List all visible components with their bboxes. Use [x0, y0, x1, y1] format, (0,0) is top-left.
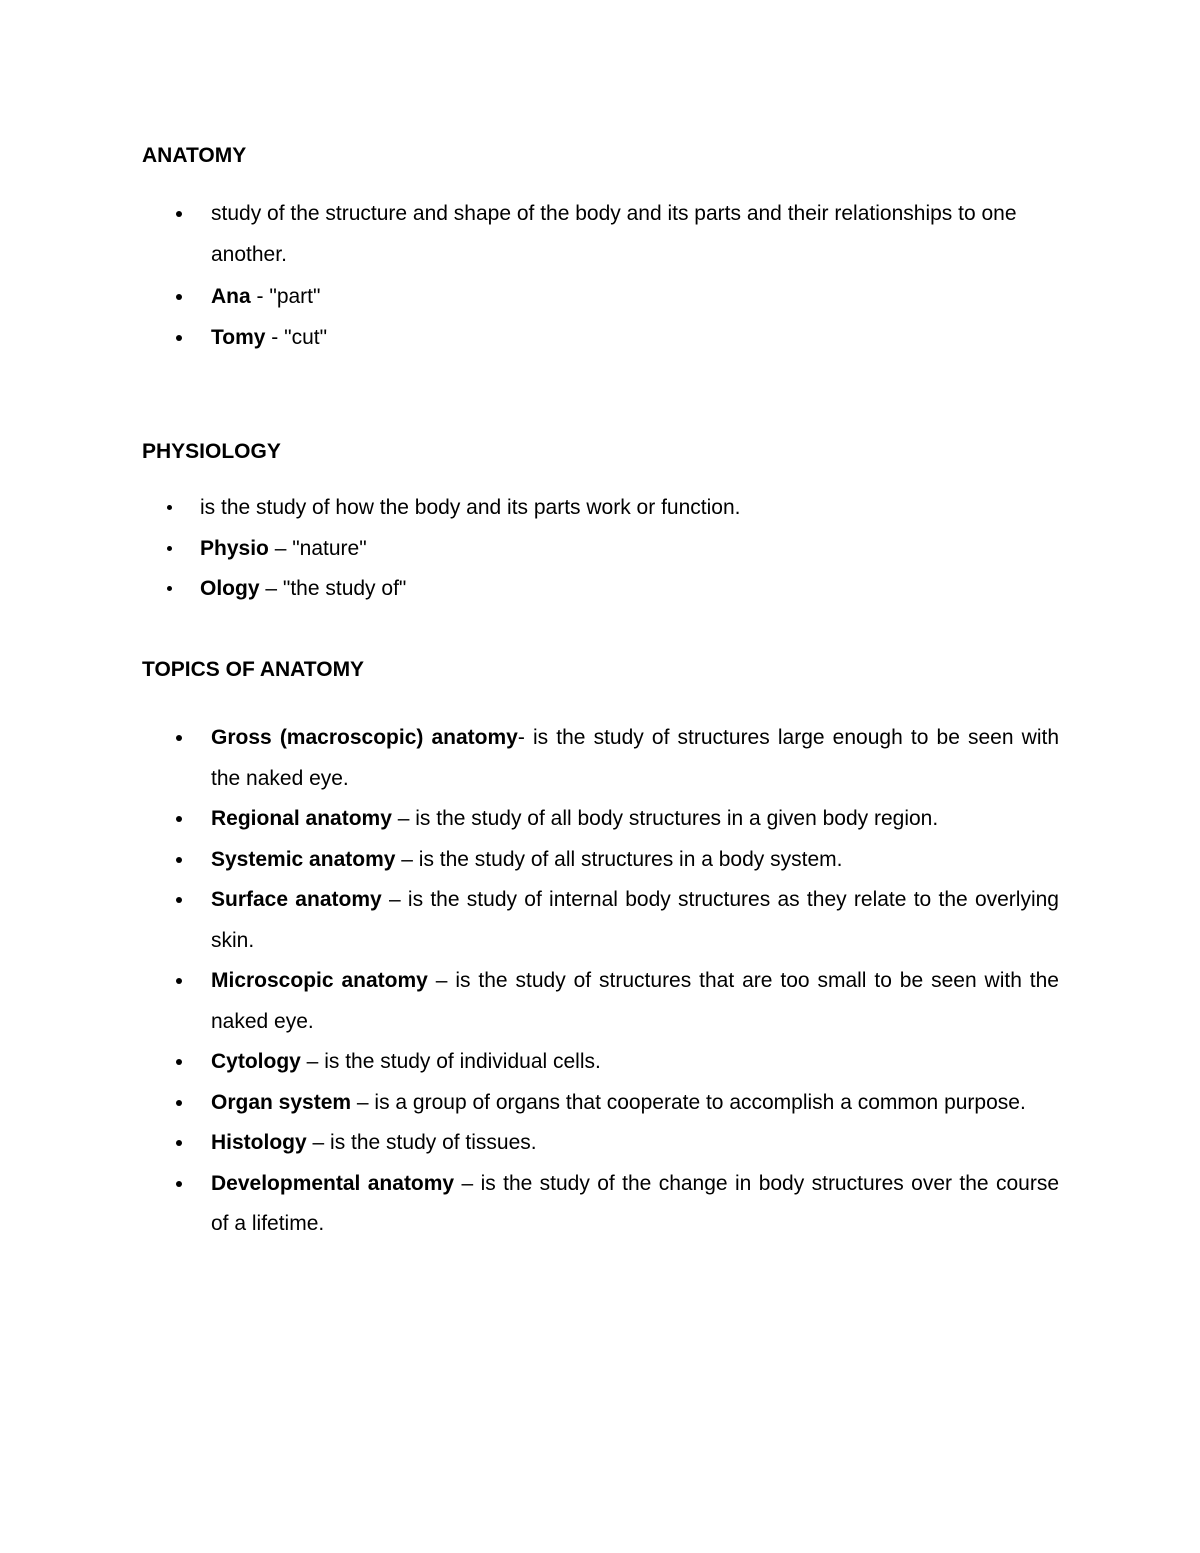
list-item: [0, 1123, 1060, 1164]
list-item: [0, 961, 1060, 1042]
list-item: [0, 1164, 1060, 1245]
list-item: [0, 840, 1060, 881]
term-tomy: Tomy: [211, 325, 266, 349]
bullet-icon: [176, 294, 182, 300]
bullet-icon: [176, 978, 182, 984]
bullet-icon: [167, 546, 172, 551]
list-item: [0, 799, 1060, 840]
anatomy-list: [0, 194, 1060, 358]
list-item: [0, 718, 1060, 799]
section-heading-anatomy: ANATOMY: [142, 144, 247, 167]
list-item-text: Microscopic anatomy – is the study of structures that are too small to be seen with the naked eye.: [211, 969, 1059, 1033]
bullet-icon: [176, 211, 182, 217]
bullet-icon: [176, 1100, 182, 1106]
list-item: [0, 1083, 1060, 1124]
list-item-text: Systemic anatomy – is the study of all structures in a body system.: [211, 847, 843, 871]
list-item-text: Cytology – is the study of individual cells.: [211, 1050, 601, 1073]
list-item-text: Surface anatomy – is the study of internal body structures as they relate to the overlying skin.: [211, 888, 1059, 952]
bullet-icon: [176, 816, 182, 822]
bullet-icon: [176, 1059, 182, 1065]
list-item-text: Histology – is the study of tissues.: [211, 1131, 537, 1154]
list-item-text: Ana - "part": [211, 285, 321, 308]
list-item-text: Developmental anatomy – is the study of the change in body structures over the course of a lifetime.: [211, 1171, 1060, 1235]
list-item: [0, 569, 1060, 610]
list-item-text: Tomy - "cut": [211, 325, 328, 349]
physiology-list: [0, 488, 1060, 610]
list-item-text: Organ system – is a group of organs that cooperate to accomplish a common purpose.: [211, 1090, 1026, 1114]
list-item: [0, 488, 1060, 529]
list-item: [0, 318, 1060, 359]
bullet-icon: [176, 735, 182, 741]
term-ology: Ology: [200, 577, 260, 600]
section-heading-physiology: PHYSIOLOGY: [142, 440, 281, 463]
bullet-icon: [167, 586, 172, 591]
topics-list: [0, 718, 1060, 1245]
list-item: [0, 880, 1060, 961]
bullet-icon: [176, 1181, 182, 1187]
list-item-text: Regional anatomy – is the study of all body structures in a given body region.: [211, 807, 939, 830]
bullet-icon: [176, 857, 182, 863]
term-ana: Ana: [211, 285, 251, 308]
list-item: [0, 529, 1060, 570]
list-item-text: study of the structure and shape of the body and its parts and their relationships to one another.: [211, 202, 1017, 266]
section-heading-topics: TOPICS OF ANATOMY: [142, 658, 365, 681]
term-physio: Physio: [200, 536, 269, 560]
list-item: [0, 1042, 1060, 1083]
list-item-text: Physio – "nature": [200, 536, 367, 560]
list-item-text: Gross (macroscopic) anatomy- is the study of structures large enough to be seen with the naked eye.: [211, 726, 1060, 790]
bullet-icon: [167, 505, 172, 510]
list-item-text: Ology – "the study of": [200, 577, 407, 600]
list-item: [0, 277, 1060, 318]
bullet-icon: [176, 335, 182, 341]
bullet-icon: [176, 1140, 182, 1146]
list-item: [0, 194, 1060, 275]
bullet-icon: [176, 897, 182, 903]
list-item-text: is the study of how the body and its parts work or function.: [200, 496, 741, 519]
